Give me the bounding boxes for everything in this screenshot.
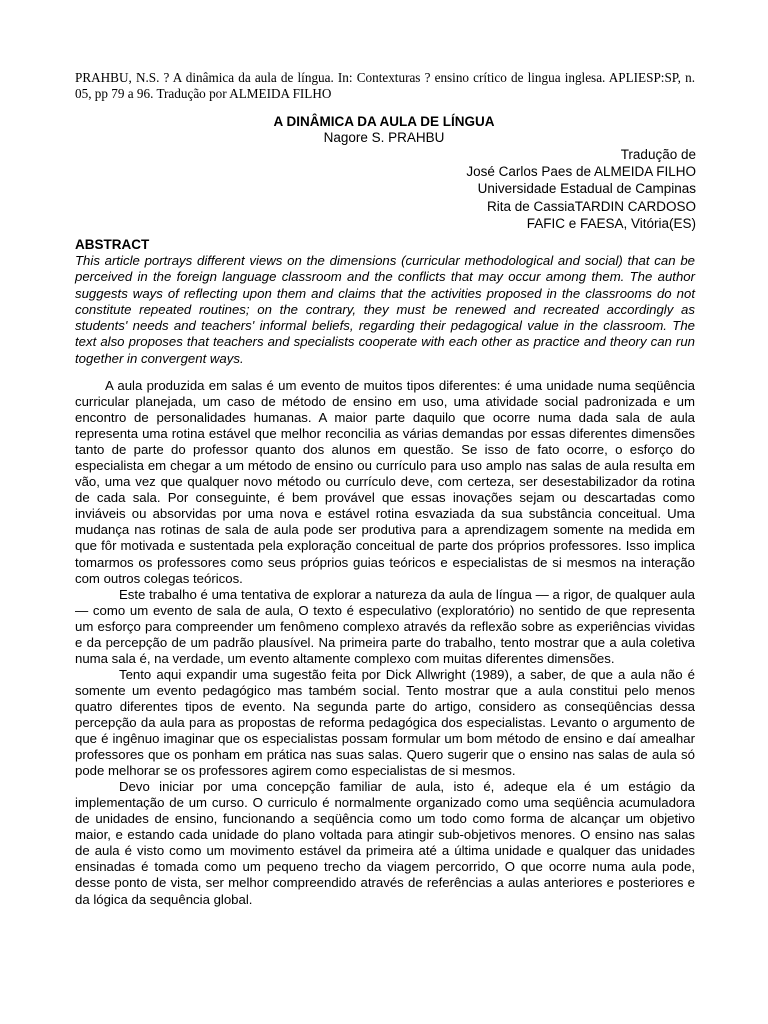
body-paragraph-4: Devo iniciar por uma concepção familiar de aula, isto é, adeque ela é um estágio da implementação de um curso. O curriculo é normalmente organizado como uma seqüência acumuladora de unidades de ensino, funcionando a seqüência como um todo como forma de alcançar um objetivo maior, e estando cada unidade do plano voltada para atingir sub-objetivos menores. O ensino nas salas de aula é visto como um movimento estável da primeira até a última unidade e qualquer das unidades ensinadas é tomada como um pequeno trecho da viagem percorrido, O que ocorre numa aula pode, desse ponto de vista, ser melhor compreendido através de referências a aulas anteriores e posteriores e da lógica da sequência global. xyxy=(75,779,695,907)
body-paragraph-1: A aula produzida em salas é um evento de muitos tipos diferentes: é uma unidade numa seqüência curricular planejada, um caso de método de ensino em uso, uma atividade social padronizada e um encontro de personalidades humanas. A maior parte daquilo que ocorre numa dada sala de aula representa uma rotina estável que melhor reconcilia as várias demandas por essas diferentes dimensões tanto de parte do professor quanto dos alunos em questão. Se isso de fato ocorre, o esforço do especialista em chegar a um método de ensino ou currículo para uso amplo nas salas de aula resulta em vão, uma vez que qualquer novo método ou currículo deve, com certeza, ser desestabilizador da rotina de cada sala. Por conseguinte, é bem provável que essas inovações sejam ou descartadas como inviáveis ou absorvidas por uma nova e estável rotina esvaziada da sua substância conceitual. Uma mudança nas rotinas de sala de aula pode ser produtiva para a aprendizagem somente na medida em que fôr motivada e sustentada pela exploração conceitual de parte dos próprios professores. Isso implica tomarmos os professores como seus próprios guias teóricos e especialistas de si mesmos na interação com outros colegas teóricos. xyxy=(75,378,695,586)
institution-2: FAFIC e FAESA, Vitória(ES) xyxy=(526,215,696,231)
author-name: Nagore S. PRAHBU xyxy=(323,130,445,145)
citation: PRAHBU, N.S. ? A dinâmica da aula de língua. In: Contexturas ? ensino crítico de lingua inglesa. APLIESP:SP, n. 05, pp 79 a 96. Tradução por ALMEIDA FILHO xyxy=(75,70,695,101)
document-title: A DINÂMICA DA AULA DE LÍNGUA xyxy=(273,114,495,129)
institution-1: Universidade Estadual de Campinas xyxy=(477,181,696,197)
body-text xyxy=(75,378,695,908)
translator-2: Rita de CassiaTARDIN CARDOSO xyxy=(486,198,696,214)
body-paragraph-3: Tento aqui expandir uma sugestão feita por Dick Allwright (1989), a saber, de que a aula não é somente um evento pedagógico mas também social. Tento mostrar que a aula constitui pelo menos quatro diferentes tipos de evento. Na segunda parte do artigo, considero as conseqüências dessa percepção da aula para as propostas de reforma pedagógica dos especialistas. Levanto o argumento de que é ingênuo imaginar que os especialistas possam formular um bom método de ensino e daí amealhar professores que os ponham em prática nas suas salas. Quero sugerir que o ensino nas salas de aula só pode melhorar se os professores agirem como especialistas de si mesmos. xyxy=(75,666,695,779)
abstract-text: This article portrays different views on the dimensions (curricular methodological and social) that can be perceived in the foreign language classroom and the conflicts that may occur among them. The author suggests ways of reflecting upon them and claims that the activities proposed in the classrooms do not constitute repeated routines; on the contrary, they must be renewed and recreated accordingly as students' needs and teachers' informal beliefs, regarding their pedagogical value in the classroom. The text also proposes that teachers and specialists cooperate with each other as practice and theory can run together in convergent ways. xyxy=(75,253,695,366)
abstract-heading: ABSTRACT xyxy=(75,237,150,252)
translation-label: Tradução de xyxy=(620,147,696,162)
body-paragraph-2: Este trabalho é uma tentativa de explorar a natureza da aula de língua — a rigor, de qualquer aula — como um evento de sala de aula, O texto é especulativo (exploratório) no sentido de que representa um esforço para compreender um fenômeno complexo através da reflexão sobre as experiências vividas e da percepção de um padrão plausível. Na primeira parte do trabalho, tento mostrar que a aula coletiva numa sala é, na verdade, um evento altamente complexo com muitas diferentes dimensões. xyxy=(75,586,695,666)
translator-1: José Carlos Paes de ALMEIDA FILHO xyxy=(466,164,696,180)
translation-credits xyxy=(296,146,696,232)
